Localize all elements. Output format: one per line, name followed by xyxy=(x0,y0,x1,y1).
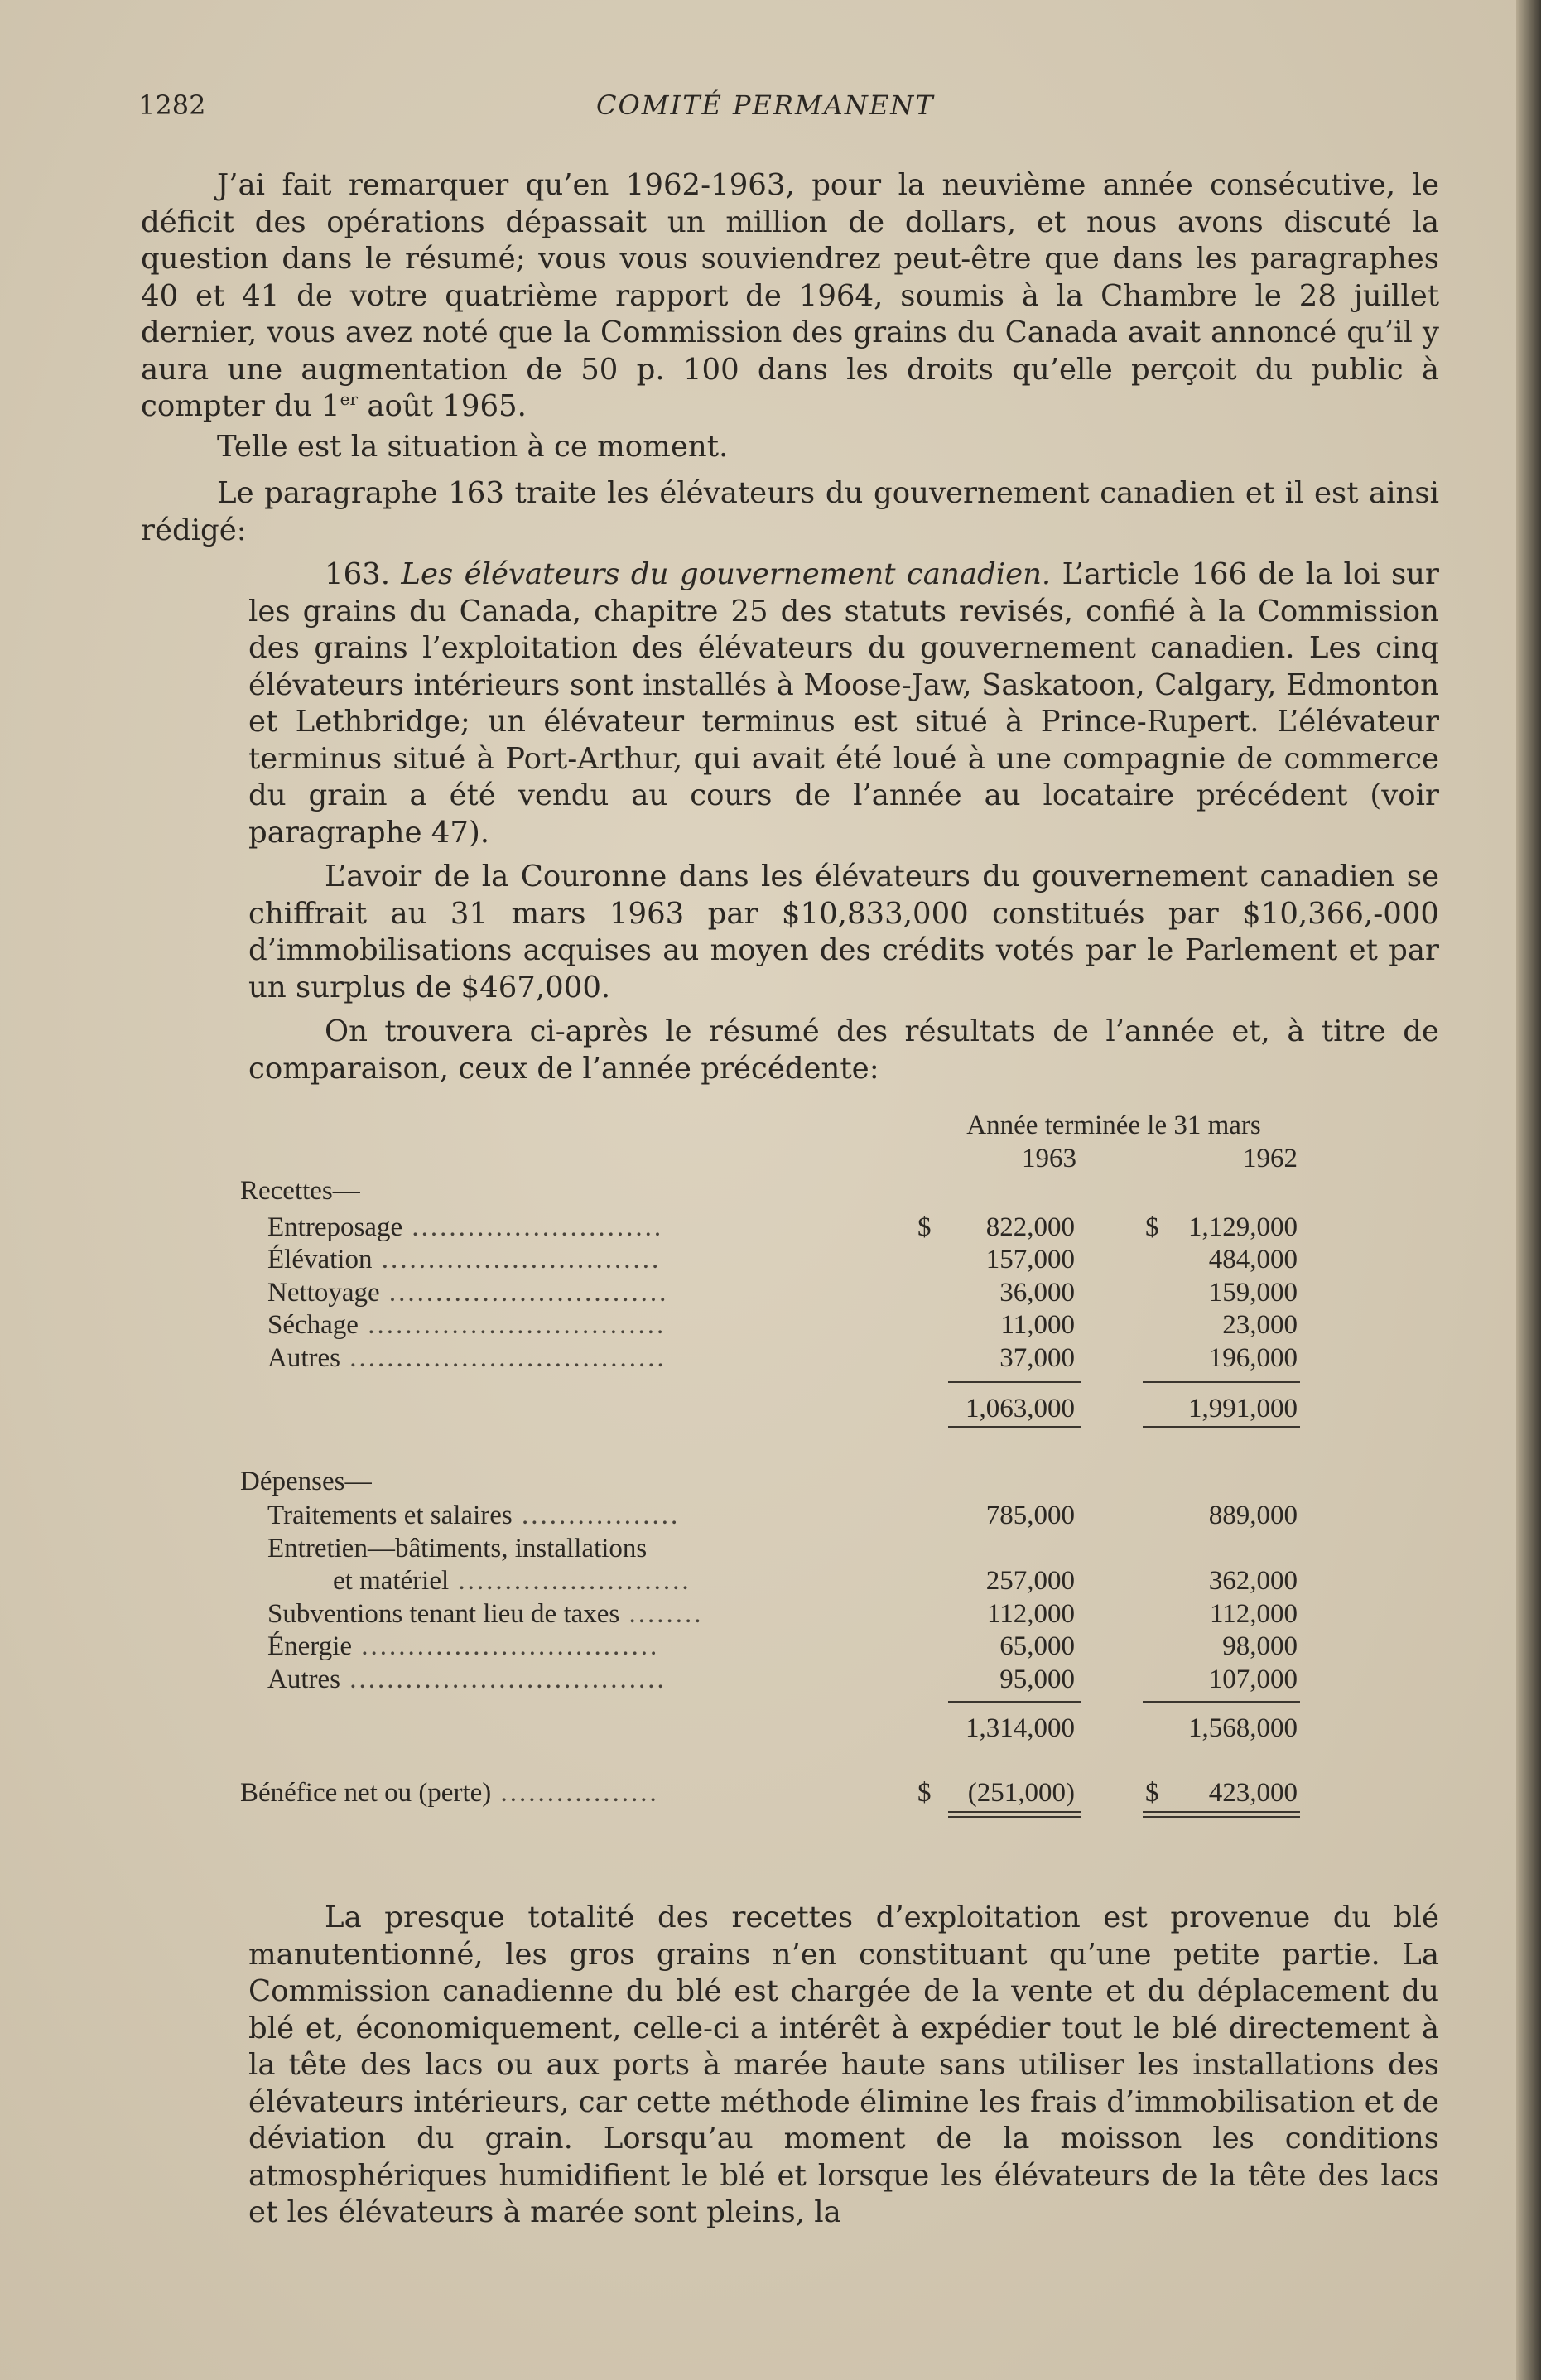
depenses-label: Énergie ................................ xyxy=(267,1631,660,1661)
table-row xyxy=(240,1500,1317,1533)
quote-avoir xyxy=(248,859,1439,1006)
recettes-label: Élévation .............................. xyxy=(267,1245,662,1274)
table-row xyxy=(240,1664,1317,1697)
paragraph-3 xyxy=(141,475,1439,549)
recettes-total-1962: 1,991,000 xyxy=(1188,1394,1298,1424)
table-row xyxy=(240,1565,1317,1598)
net-1962: 423,000 xyxy=(1208,1777,1298,1808)
depenses-label: Dépenses— xyxy=(240,1466,373,1496)
table-row xyxy=(240,1212,1317,1245)
depenses-value-1962: 362,000 xyxy=(1208,1566,1298,1596)
quote-title: Les élévateurs du gouvernement canadien. xyxy=(401,557,1052,591)
depenses-value-1963: 785,000 xyxy=(985,1501,1075,1530)
recettes-value-1962: 196,000 xyxy=(1208,1342,1298,1373)
depenses-label: Traitements et salaires ................. xyxy=(267,1501,681,1530)
depenses-value-1962: 98,000 xyxy=(1222,1631,1298,1661)
recettes-value-1962: 23,000 xyxy=(1222,1310,1298,1340)
quote-text: L’article 166 de la loi sur les grains du Canada, chapitre 25 des statuts revisés, confié à la Commission des grains l’exploitation des élévateurs du gouvernement canadien. Les cinq élévateurs intérieurs sont installés à Moose-Jaw, Saskatoon, Calgary, Edmonton et Lethbridge; un élévateur terminus est situé à Prince-Rupert. L’élévateur terminus situé à Port-Arthur, qui avait été loué à une compagnie de commerce du grain a été vendu au cours de l’année au locataire précédent (voir paragraphe 47). xyxy=(248,557,1439,850)
ordinal-sup: er xyxy=(340,389,359,410)
dollar-sign: $ xyxy=(917,1212,932,1242)
depenses-value-1962: 889,000 xyxy=(1208,1501,1298,1530)
depenses-value-1963: 65,000 xyxy=(999,1631,1075,1661)
table-row xyxy=(240,1533,1317,1566)
recettes-label: Recettes— xyxy=(240,1176,360,1206)
depenses-label: Entretien—bâtiments, installations xyxy=(267,1533,648,1563)
recettes-value-1962: 484,000 xyxy=(1208,1245,1298,1274)
recettes-label: Entreposage ........................... xyxy=(267,1212,664,1242)
table-row xyxy=(240,1631,1317,1664)
year-1962: 1962 xyxy=(1243,1143,1298,1173)
net-label: Bénéfice net ou (perte) ................. xyxy=(240,1777,659,1808)
paragraph-2-text: Telle est la situation à ce moment. xyxy=(217,430,729,464)
page-edge-shadow xyxy=(1516,0,1541,2380)
results-table xyxy=(240,1110,1317,1818)
recettes-value-1963: 822,000 xyxy=(985,1212,1075,1242)
net-dollar-1962: $ xyxy=(1145,1777,1159,1808)
table-row xyxy=(240,1342,1317,1375)
net-dollar-1963: $ xyxy=(917,1777,932,1808)
recettes-value-1963: 36,000 xyxy=(999,1277,1075,1308)
table-col-heading-row xyxy=(240,1110,1317,1143)
table-row xyxy=(240,1598,1317,1631)
paragraph-final xyxy=(248,1900,1439,2232)
depenses-label: et matériel ......................... xyxy=(333,1566,691,1596)
page-number: 1282 xyxy=(138,89,206,121)
depenses-total-row xyxy=(240,1713,1317,1746)
paragraph-1 xyxy=(141,167,1439,426)
depenses-label: Autres .................................. xyxy=(267,1664,667,1694)
page-header xyxy=(0,89,1541,131)
quote-number: 163. xyxy=(325,557,402,591)
quote-163 xyxy=(248,556,1439,851)
net-1963: (251,000) xyxy=(967,1777,1075,1808)
table-year-row xyxy=(240,1143,1317,1176)
depenses-label: Subventions tenant lieu de taxes ........ xyxy=(267,1598,704,1629)
paragraph-3-text: Le paragraphe 163 traite les élévateurs du gouvernement canadien et il est ainsi rédigé: xyxy=(141,476,1439,547)
quote-resume xyxy=(248,1014,1439,1087)
recettes-total-1963: 1,063,000 xyxy=(966,1394,1075,1424)
depenses-total-1963: 1,314,000 xyxy=(966,1713,1075,1743)
recettes-value-1962: 159,000 xyxy=(1208,1277,1298,1308)
year-1963: 1963 xyxy=(1022,1143,1076,1173)
quote-resume-text: On trouvera ci-après le résumé des résultats de l’année et, à titre de comparaison, ceux de l’année précédente: xyxy=(248,1014,1439,1086)
depenses-value-1963: 112,000 xyxy=(986,1598,1075,1629)
quote-avoir-text: L’avoir de la Couronne dans les élévateurs du gouvernement canadien se chiffrait au 31 mars 1963 par $10,833,000 constitués par $10,366,-000 d’immobilisations acquises au moyen des crédits votés par le Parlement et par un surplus de $467,000. xyxy=(248,860,1439,1005)
recettes-label: Séchage ................................ xyxy=(267,1310,667,1340)
table-row xyxy=(240,1277,1317,1310)
paragraph-2 xyxy=(141,429,1439,466)
depenses-value-1963: 257,000 xyxy=(985,1566,1075,1596)
recettes-label: Autres .................................. xyxy=(267,1342,667,1373)
recettes-value-1963: 11,000 xyxy=(1000,1310,1075,1340)
recettes-value-1963: 157,000 xyxy=(985,1245,1075,1274)
depenses-total-1962: 1,568,000 xyxy=(1188,1713,1298,1743)
table-section-recettes xyxy=(240,1175,1317,1208)
recettes-value-1962: 1,129,000 xyxy=(1188,1212,1298,1242)
recettes-value-1963: 37,000 xyxy=(999,1342,1075,1373)
depenses-value-1963: 95,000 xyxy=(999,1664,1075,1694)
paragraph-final-text: La presque totalité des recettes d’exploitation est provenue du blé manutentionné, les gros grains n’en constituant qu’une petite partie. La Commission canadienne du blé est chargée de la vente et du déplacement du blé et, économiquement, celle-ci a intérêt à expédier tout le blé directement à la tête des lacs ou aux ports à marée haute sans utiliser les installations des élévateurs intérieurs, car cette méthode élimine les frais d’immobilisation et de déviation du grain. Lorsqu’au moment de la moisson les conditions atmosphériques humidifient le blé et lorsque les élévateurs de la tête des lacs et les élévateurs à marée sont pleins, la xyxy=(248,1901,1439,2229)
table-section-depenses xyxy=(240,1466,1317,1499)
table-row xyxy=(240,1309,1317,1342)
col-heading: Année terminée le 31 mars xyxy=(966,1111,1261,1140)
dollar-sign: $ xyxy=(1145,1212,1159,1242)
recettes-label: Nettoyage .............................. xyxy=(267,1277,669,1308)
paragraph-1-end: août 1965. xyxy=(358,389,527,423)
table-row xyxy=(240,1244,1317,1277)
depenses-value-1962: 107,000 xyxy=(1208,1664,1298,1694)
recettes-total-row xyxy=(240,1393,1317,1426)
net-row xyxy=(240,1777,1317,1810)
paragraph-1-text: J’ai fait remarquer qu’en 1962-1963, pour la neuvième année consécutive, le déficit des opérations dépassait un million de dollars, et nous avons discuté la question dans le résumé; vous vous souviendrez peut-être que dans les paragraphes 40 et 41 de votre quatrième rapport de 1964, soumis à la Chambre le 28 juillet dernier, vous avez noté que la Commission des grains du Canada avait annoncé qu’il y aura une augmentation de 50 p. 100 dans les droits qu’elle perçoit du public à compter du 1 xyxy=(141,168,1439,423)
running-head: COMITÉ PERMANENT xyxy=(596,89,935,121)
depenses-value-1962: 112,000 xyxy=(1209,1598,1298,1629)
